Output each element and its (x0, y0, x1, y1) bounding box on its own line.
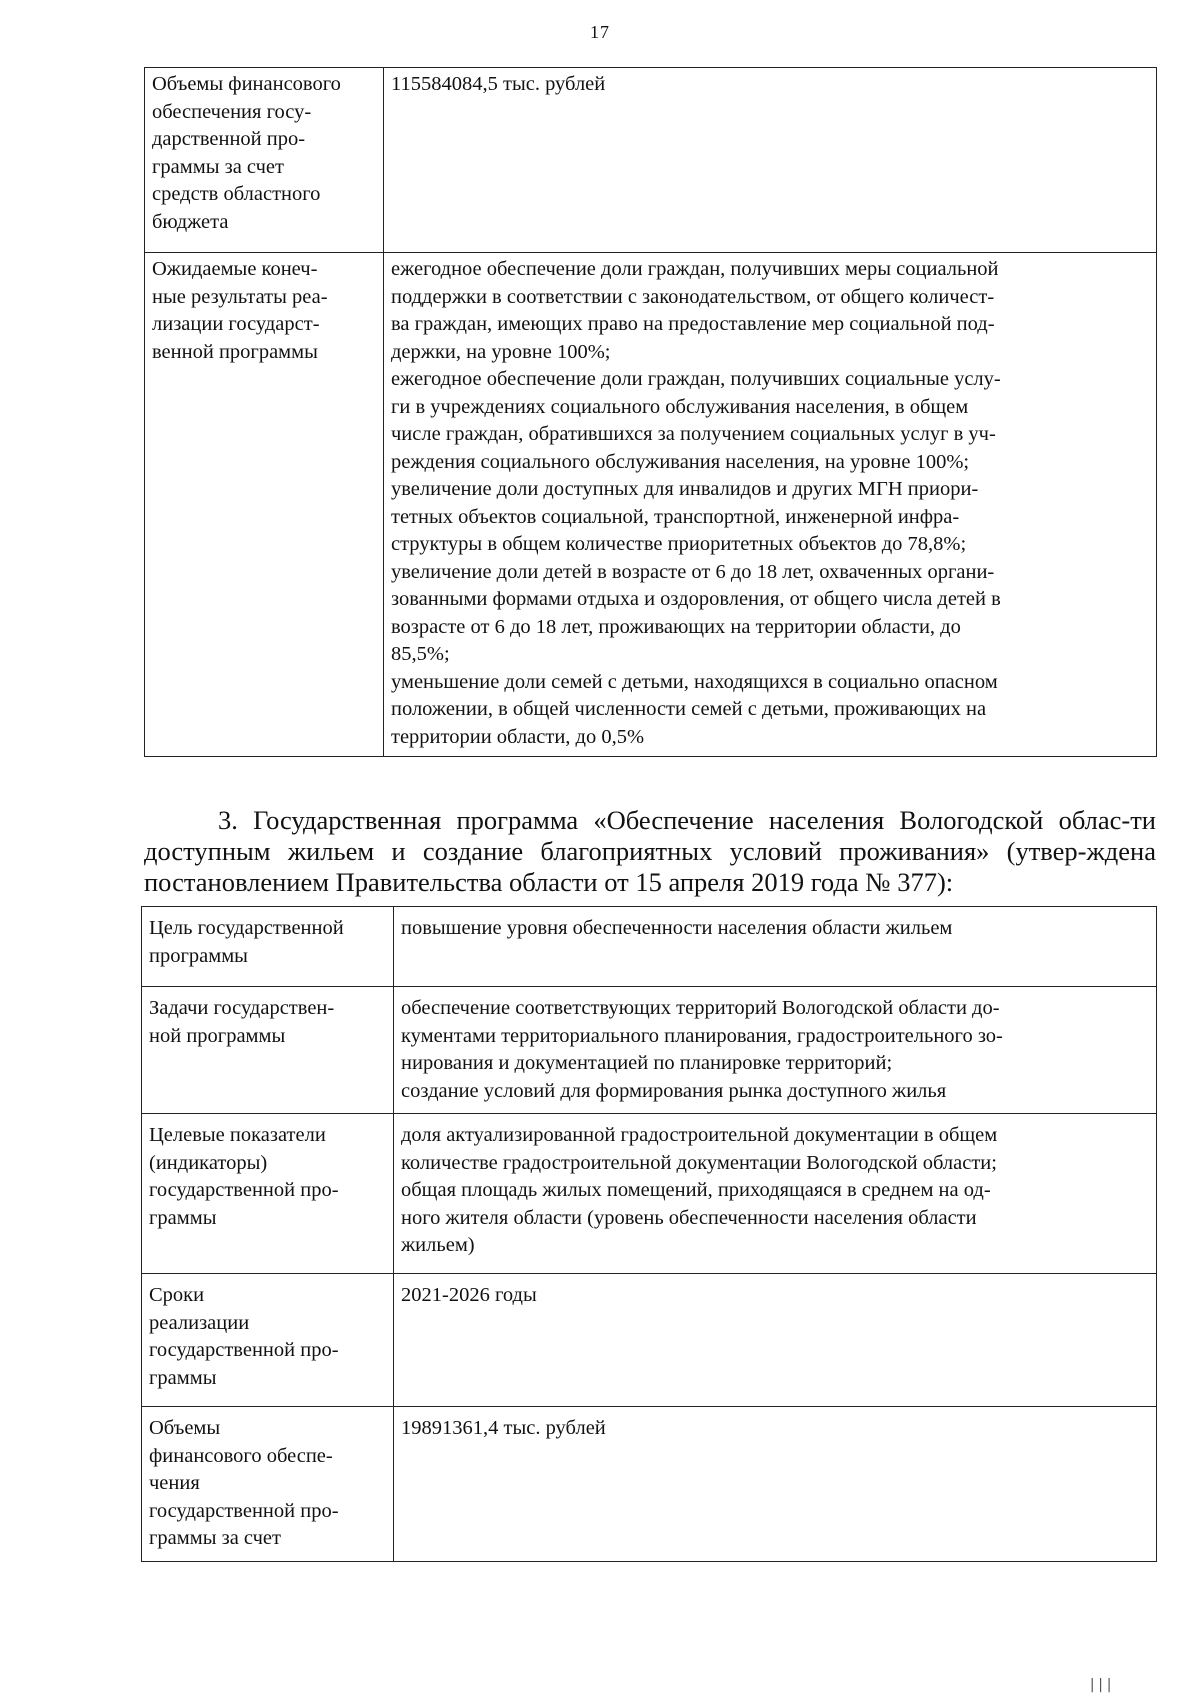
table-row (142, 1114, 1157, 1274)
row-value: 115584084,5 тыс. рублей (384, 68, 1157, 253)
row-value: повышение уровня обеспеченности населения области жильем (394, 907, 1157, 987)
row-label: Сроки реализации государственной про- граммы (142, 1274, 394, 1407)
row-value: ежегодное обеспечение доли граждан, получивших меры социальной поддержки в соответствии с законодательством, от общего количест- ва граждан, имеющих право на предоставление мер социальной под- держки, на уровне 100%; ежегодное обеспечение доли граждан, получивших социальные услу- ги в учреждениях социального обслуживания населения, в общем числе граждан, обратившихся за получением социальных услуг в уч- реждения социального обслуживания населения, на уровне 100%; увеличение доли доступных для инвалидов и других МГН приори- тетных объектов социальной, транспортной, инженерной инфра- структуры в общем количестве приоритетных объектов до 78,8%; увеличение доли детей в возрасте от 6 до 18 лет, охваченных органи- зованными формами отдыха и оздоровления, от общего числа детей в возрасте от 6 до 18 лет, проживающих на территории области, до 85,5%; уменьшение доли семей с детьми, находящихся в социально опасном положении, в общей численности семей с детьми, проживающих на территории области, до 0,5% (384, 253, 1157, 757)
row-label: Объемы финансового обеспе- чения государственной про- граммы за счет (142, 1407, 394, 1562)
row-label: Задачи государствен- ной программы (142, 987, 394, 1114)
row-value: 2021-2026 годы (394, 1274, 1157, 1407)
table-row (145, 68, 1157, 253)
row-label: Целевые показатели (индикаторы) государственной про- граммы (142, 1114, 394, 1274)
table-row (145, 253, 1157, 757)
table-row (142, 987, 1157, 1114)
table-row (142, 1407, 1157, 1562)
section-heading: 3. Государственная программа «Обеспечение населения Вологодской облас-ти доступным жильем и создание благоприятных условий проживания» (утвер-ждена постановлением Правительства области от 15 апреля 2019 года № 377): (144, 805, 1156, 897)
table-row (142, 1274, 1157, 1407)
scan-mark: ||| (1088, 1677, 1114, 1693)
program-passport-table-continued (144, 67, 1157, 757)
row-label: Объемы финансового обеспечения госу- дарственной про- граммы за счет средств областного бюджета (145, 68, 384, 253)
row-value: доля актуализированной градостроительной документации в общем количестве градостроительной документации Вологодской области; общая площадь жилых помещений, приходящаяся в среднем на од- ного жителя области (уровень обеспеченности населения области жильем) (394, 1114, 1157, 1274)
program-passport-table (141, 906, 1157, 1562)
table-row (142, 907, 1157, 987)
row-value: обеспечение соответствующих территорий Вологодской области до- кументами территориального планирования, градостроительного зо- нирования и документацией по планировке территорий; создание условий для формирования рынка доступного жилья (394, 987, 1157, 1114)
row-label: Цель государственной программы (142, 907, 394, 987)
row-value: 19891361,4 тыс. рублей (394, 1407, 1157, 1562)
row-label: Ожидаемые конеч- ные результаты реа- лизации государст- венной программы (145, 253, 384, 757)
page-number: 17 (590, 22, 610, 42)
